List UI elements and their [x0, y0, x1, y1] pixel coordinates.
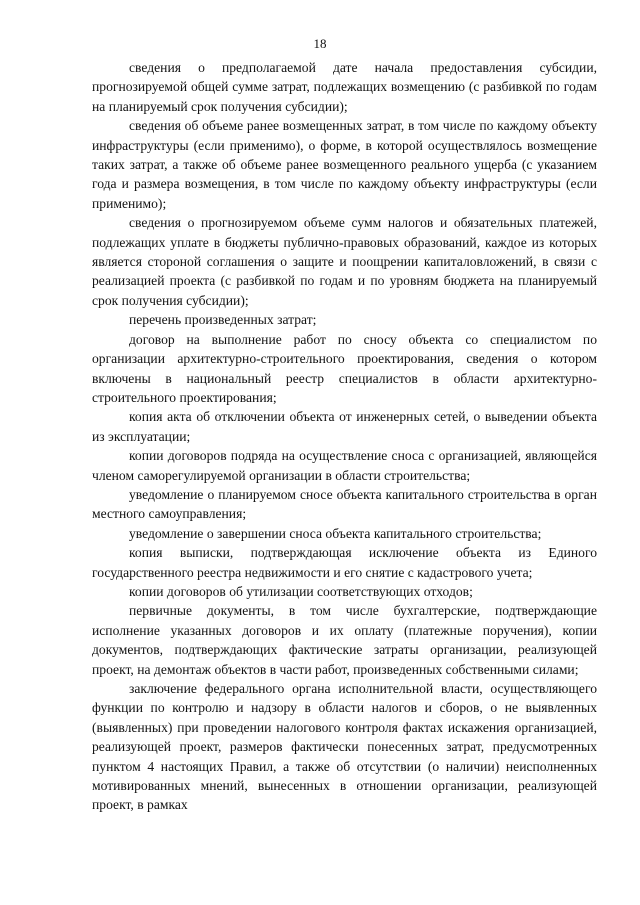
paragraph: сведения об объеме ранее возмещенных затрат, в том числе по каждому объекту инфраструктуры (если применимо), о форме, в которой осуществлялось возмещение таких затрат, а также об объеме ранее возмещенного реального ущерба (с указанием года и размера возмещения, в том числе по каждому объекту инфраструктуры (если применимо);	[92, 118, 597, 211]
paragraph: копии договоров об утилизации соответствующих отходов;	[129, 583, 473, 599]
paragraph: заключение федерального органа исполнительной власти, осуществляющего функции по контролю и надзору в области налогов и сборов, о не выявленных (выявленных) при проведении налогового контроля фактах искажения организацией, реализующей проект, размеров фактически понесенных затрат, предусмотренных пунктом 4 настоящих Правил, а также об отсутствии (о наличии) неисполненных мотивированных мнений, вынесенных в отношении организации, реализующей проект, в рамках	[92, 681, 597, 813]
paragraph: договор на выполнение работ по сносу объекта со специалистом по организации архитектурно-строительного проектирования, сведения о котором включены в национальный реестр специалистов в области архитектурно-строительного проектирования;	[92, 331, 597, 405]
paragraph: уведомление о планируемом сносе объекта капитального строительства в орган местного самоуправления;	[92, 486, 597, 522]
paragraph: перечень произведенных затрат;	[129, 312, 317, 328]
paragraph: сведения о предполагаемой дате начала предоставления субсидии, прогнозируемой общей сумме затрат, подлежащих возмещению (с разбивкой по годам на планируемый срок получения субсидии);	[92, 60, 597, 114]
paragraph: копии договоров подряда на осуществление сноса с организацией, являющейся членом саморегулируемой организации в области строительства;	[92, 448, 597, 483]
page-number: 18	[313, 36, 327, 51]
paragraph: сведения о прогнозируемом объеме сумм налогов и обязательных платежей, подлежащих уплате в бюджеты публично-правовых образований, каждое из которых является стороной соглашения о защите и поощрении капиталовложений, в связи с реализацией проекта (с разбивкой по годам и по уровням бюджета на планируемый срок получения субсидии);	[92, 215, 597, 308]
paragraph: копия выписки, подтверждающая исключение объекта из Единого государственного реестра недвижимости и его снятие с кадастрового учета;	[92, 545, 597, 580]
paragraph: копия акта об отключении объекта от инженерных сетей, о выведении объекта из эксплуатации;	[92, 409, 597, 444]
paragraph: первичные документы, в том числе бухгалтерские, подтверждающие исполнение указанных договоров и их оплату (платежные поручения), копии документов, подтверждающих фактические затраты организации, реализующей проект, на демонтаж объектов в части работ, произведенных собственными силами;	[92, 603, 597, 677]
paragraph: уведомление о завершении сноса объекта капитального строительства;	[129, 525, 542, 541]
document-body	[92, 58, 597, 815]
